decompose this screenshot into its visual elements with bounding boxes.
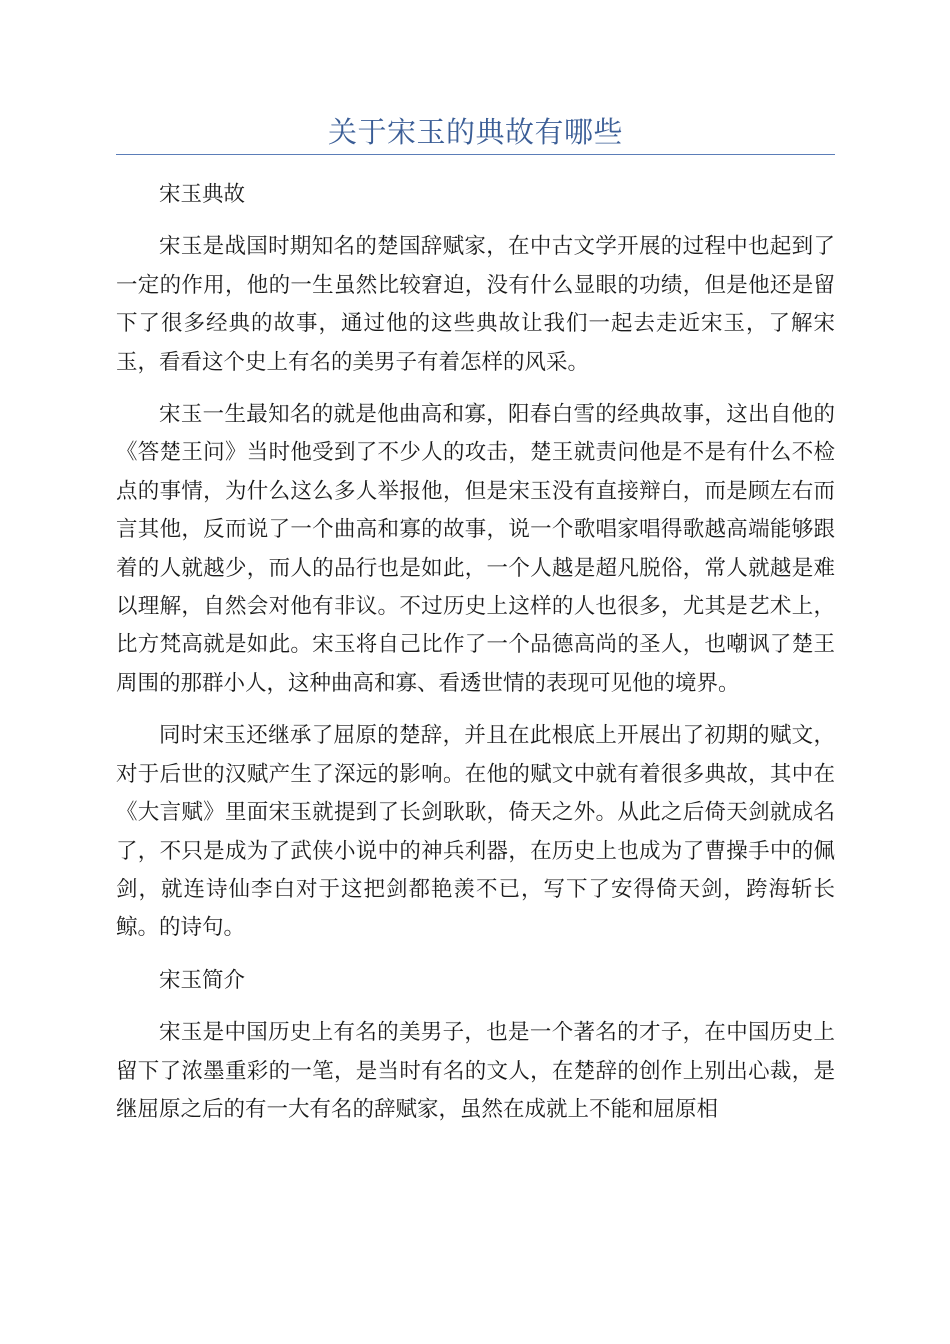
paragraph: 宋玉是中国历史上有名的美男子，也是一个著名的才子，在中国历史上留下了浓墨重彩的一笔，是当时有名的文人，在楚辞的创作上别出心裁，是继屈原之后的有一大有名的辞赋家，虽然在成就上不能和屈原相 (116, 1020, 835, 1122)
document-title: 关于宋玉的典故有哪些 (327, 115, 623, 149)
document-body (116, 176, 835, 1143)
section-heading: 宋玉简介 (159, 967, 246, 993)
paragraph: 宋玉是战国时期知名的楚国辞赋家，在中古文学开展的过程中也起到了一定的作用，他的一生虽然比较窘迫，没有什么显眼的功绩，但是他还是留下了很多经典的故事，通过他的这些典故让我们一起去走近宋玉，了解宋玉，看看这个史上有名的美男子有着怎样的风采。 (116, 234, 835, 375)
title-underline (116, 154, 835, 155)
paragraph: 宋玉一生最知名的就是他曲高和寡，阳春白雪的经典故事，这出自他的《答楚王问》当时他受到了不少人的攻击，楚王就责问他是不是有什么不检点的事情，为什么这么多人举报他，但是宋玉没有直接辩白，而是顾左右而言其他，反而说了一个曲高和寡的故事，说一个歌唱家唱得歌越高端能够跟着的人就越少，而人的品行也是如此，一个人越是超凡脱俗，常人就越是难以理解，自然会对他有非议。不过历史上这样的人也很多，尤其是艺术上，比方梵高就是如此。宋玉将自己比作了一个品德高尚的圣人，也嘲讽了楚王周围的那群小人，这种曲高和寡、看透世情的表现可见他的境界。 (116, 402, 835, 696)
section-heading: 宋玉典故 (159, 182, 246, 207)
paragraph: 同时宋玉还继承了屈原的楚辞，并且在此根底上开展出了初期的赋文，对于后世的汉赋产生了深远的影响。在他的赋文中就有着很多典故，其中在《大言赋》里面宋玉就提到了长剑耿耿，倚天之外。从此之后倚天剑就成名了，不只是成为了武侠小说中的神兵利器，在历史上也成为了曹操手中的佩剑，就连诗仙李白对于这把剑都艳羡不已，写下了安得倚天剑，跨海斩长鲸。的诗句。 (116, 723, 835, 941)
